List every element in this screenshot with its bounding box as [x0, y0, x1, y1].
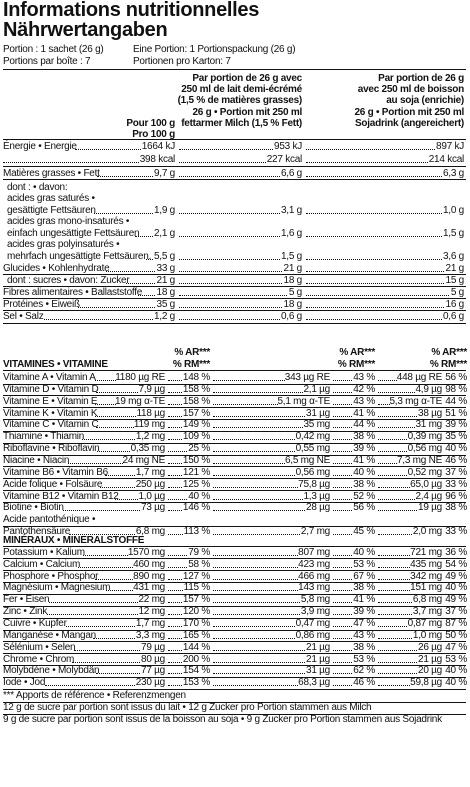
nutrient-label: Vitamine B12 • Vitamin B12	[3, 490, 119, 502]
nutrient-pct-milk: 38 %	[353, 431, 375, 443]
divider	[3, 370, 466, 371]
nutrient-label: Manganèse • Mangan	[3, 629, 96, 641]
nutrient-pct-100g: 165 %	[182, 629, 210, 641]
nutrient-value-milk: 2,1 µg	[303, 383, 330, 395]
nutrient-value-soy: 448 µg RE	[396, 372, 442, 383]
nutrient-pct-soy: 47 %	[445, 641, 467, 653]
nutrient-pct-soy: 36 %	[445, 546, 467, 558]
nutrient-pct-100g: 115 %	[183, 582, 210, 594]
nutrient-value-milk: 68,3 µg	[298, 677, 330, 689]
serving-de: Portionen pro Karton: 7	[133, 56, 231, 67]
nutrient-value-soy: 5 g	[450, 287, 464, 298]
nutrient-value-100g: 230 µg	[135, 677, 165, 689]
nutrient-pct-100g: 153 %	[182, 677, 210, 689]
nutrient-pct-100g: 120 %	[182, 606, 210, 618]
nutrient-value-100g: 6,8 mg	[135, 526, 165, 538]
nutrient-pct-100g: 157 %	[182, 594, 210, 606]
nutrient-pct-100g: 125 %	[182, 478, 210, 490]
nutrient-pct-soy: 54 %	[445, 558, 467, 570]
nutrient-label: Matières grasses • Fett	[3, 168, 100, 179]
nutrient-value-milk: 21 g	[283, 263, 302, 274]
header-per100: Pour 100 g	[126, 118, 175, 129]
divider	[3, 139, 466, 140]
nutrient-label: Thiamine • Thiamin	[3, 431, 85, 443]
nutrient-pct-milk: 38 %	[353, 582, 375, 594]
footnote: 12 g de sucre par portion sont issus du lait • 12 g Zucker pro Portion stammen aus Milch	[3, 702, 372, 714]
nutrient-pct-soy: 87 %	[445, 618, 467, 629]
nutrient-value-soy: 0,52 mg	[407, 466, 442, 478]
nutrient-value-soy: 342 mg	[410, 570, 442, 582]
nutrient-label: Vitamine B6 • Vitamin B6	[3, 466, 108, 478]
nutrient-value-soy: 26 µg	[418, 641, 442, 653]
nutrient-value-100g: 250 µg	[135, 478, 165, 490]
nutrient-value-soy: 4,9 µg	[415, 383, 442, 395]
vitamins-heading: VITAMINES • VITAMINE	[3, 359, 108, 370]
nutrient-value-100g: 5,5 g	[154, 250, 175, 262]
nutrient-value-soy: 435 mg	[410, 558, 442, 570]
nutrient-label: Vitamine A • Vitamin A	[3, 372, 96, 383]
pct-header-rm: % RM***	[337, 359, 375, 370]
nutrient-value-100g: 1,9 g	[154, 204, 175, 216]
pct-header-ar: % AR***	[431, 347, 467, 358]
nutrient-pct-milk: 41 %	[353, 594, 375, 606]
nutrient-value-100g: 119 mg	[133, 419, 165, 431]
nutrient-value-100g: 12 mg	[138, 606, 165, 618]
nutrient-label: Fer • Eisen	[3, 594, 50, 606]
energy-value-milk: 227 kcal	[266, 154, 302, 165]
nutrient-value-milk: 0,86 mg	[295, 629, 330, 641]
nutrient-value-soy: 0,56 mg	[407, 443, 442, 455]
nutrient-value-soy: 1,0 mg	[412, 629, 442, 641]
nutrient-label: Iode • Jod	[3, 677, 46, 689]
nutrient-label: Biotine • Biotin	[3, 502, 64, 514]
nutrient-value-soy: 65,0 µg	[410, 478, 442, 490]
nutrient-value-milk: 28 µg	[306, 502, 330, 514]
nutrient-pct-milk: 43 %	[353, 629, 375, 641]
nutrient-label: Zinc • Zink	[3, 606, 48, 618]
nutrient-value-soy: 59,8 µg	[410, 677, 442, 689]
header-soy: au soja (enrichie)	[386, 95, 464, 107]
nutrient-pct-soy: 40 %	[445, 582, 467, 594]
energy-value-100g: 1664 kJ	[141, 141, 175, 152]
nutrient-pct-milk: 53 %	[353, 653, 375, 665]
nutrient-label: gesättigte Fettsäuren	[7, 204, 96, 216]
nutrient-value-100g: 1,2 g	[154, 311, 175, 322]
nutrient-value-100g: 7,9 µg	[138, 383, 165, 395]
nutrient-label: Fibres alimentaires • Ballaststoffe	[3, 287, 143, 298]
nutrient-label: Sélénium • Selen	[3, 641, 76, 653]
header-per100: Pro 100 g	[132, 129, 175, 141]
serving-fr: Portions par boîte : 7	[3, 56, 91, 67]
nutrient-label: Potassium • Kalium	[3, 546, 85, 558]
nutrient-label: Acide pantothénique •	[3, 514, 96, 526]
nutrient-pct-milk: 41 %	[353, 454, 375, 466]
nutrient-label: acides gras saturés •	[7, 193, 95, 204]
divider	[3, 179, 466, 180]
energy-value-soy: 897 kJ	[436, 141, 464, 152]
nutrient-value-milk: 1,3 µg	[303, 490, 330, 502]
nutrient-value-milk: 5,1 mg α-TE	[277, 395, 330, 407]
header-milk: fettarmer Milch (1,5 % Fett)	[181, 117, 302, 129]
nutrient-label: dont : • davon:	[7, 181, 68, 193]
energy-value-soy: 214 kcal	[428, 154, 464, 165]
nutrient-pct-soy: 50 %	[445, 629, 467, 641]
nutrient-pct-100g: 144 %	[182, 641, 210, 653]
title-fr: Informations nutritionnelles	[3, 0, 260, 21]
nutrient-value-100g: 431 mg	[133, 582, 165, 594]
nutrient-pct-milk: 42 %	[353, 383, 375, 395]
nutrient-pct-milk: 62 %	[353, 665, 375, 677]
nutrient-value-100g: 73 µg	[141, 502, 165, 514]
nutrient-value-100g: 1180 µg RE	[115, 372, 165, 383]
nutrient-value-milk: 0,47 mg	[295, 618, 330, 629]
nutrient-pct-milk: 52 %	[353, 490, 375, 502]
nutrient-value-milk: 466 mg	[298, 570, 330, 582]
serving-de: Eine Portion: 1 Portionspackung (26 g)	[133, 44, 296, 55]
nutrient-label: Protéines • Eiweiß	[3, 299, 80, 310]
nutrient-value-milk: 0,55 mg	[295, 443, 330, 455]
nutrient-pct-soy: 53 %	[445, 653, 467, 665]
header-soy: 26 g • Portion mit 250 ml	[354, 106, 464, 118]
nutrient-value-milk: 5 g	[288, 287, 302, 298]
nutrient-pct-milk: 39 %	[353, 606, 375, 618]
header-milk: (1,5 % de matières grasses)	[177, 95, 302, 107]
nutrient-value-100g: 1,7 mg	[135, 466, 165, 478]
nutrient-value-100g: 80 µg	[141, 653, 165, 665]
nutrient-value-soy: 31 mg	[415, 419, 442, 431]
nutrient-value-100g: 1,7 mg	[135, 618, 165, 629]
nutrient-value-milk: 423 mg	[298, 558, 330, 570]
nutrient-value-milk: 31 µg	[306, 407, 330, 419]
nutrient-value-soy: 6,8 mg	[412, 594, 442, 606]
pct-header-rm: % RM***	[172, 359, 210, 370]
nutrient-value-soy: 20 µg	[418, 665, 442, 677]
nutrient-pct-milk: 43 %	[353, 372, 375, 383]
nutrient-value-soy: 15 g	[445, 275, 464, 286]
nutrient-value-100g: 33 g	[156, 263, 175, 274]
nutrient-label: Vitamine K • Vitamin K	[3, 407, 98, 419]
divider	[3, 69, 466, 70]
nutrient-label: Phosphore • Phosphor	[3, 570, 99, 582]
nutrient-value-100g: 118 µg	[136, 407, 165, 419]
pct-header-ar: % AR***	[339, 347, 375, 358]
nutrient-pct-soy: 38 %	[445, 502, 467, 514]
nutrient-pct-soy: 46 %	[445, 454, 467, 466]
nutrient-label: Acide folique • Folsäure	[3, 478, 103, 490]
nutrient-value-soy: 2,4 µg	[415, 490, 442, 502]
nutrient-value-100g: 18 g	[156, 287, 175, 298]
nutrient-value-milk: 18 g	[283, 299, 302, 310]
nutrient-label: dont : sucres • davon: Zucker	[7, 275, 130, 286]
nutrient-pct-100g: 58 %	[188, 558, 210, 570]
nutrient-pct-100g: 127 %	[182, 570, 210, 582]
nutrient-value-soy: 0,87 mg	[407, 618, 442, 629]
nutrient-pct-soy: 96 %	[445, 490, 467, 502]
nutrient-value-milk: 807 mg	[298, 546, 330, 558]
nutrient-value-soy: 1,5 g	[443, 227, 464, 239]
nutrient-pct-milk: 46 %	[353, 677, 375, 689]
nutrient-label: einfach ungesättigte Fettsäuren	[7, 227, 140, 239]
nutrient-pct-100g: 170 %	[182, 618, 210, 629]
nutrient-pct-soy: 51 %	[445, 407, 467, 419]
header-milk: Par portion de 26 g avec	[192, 73, 302, 84]
nutrient-value-soy: 721 mg	[410, 546, 442, 558]
nutrient-pct-soy: 40 %	[445, 665, 467, 677]
nutrient-value-milk: 0,6 g	[281, 311, 302, 322]
nutrient-value-100g: 24 mg NE	[122, 454, 165, 466]
nutrient-value-100g: 1,0 µg	[138, 490, 165, 502]
nutrient-pct-100g: 113 %	[183, 526, 210, 538]
nutrient-value-100g: 1570 mg	[127, 546, 165, 558]
nutrient-value-100g: 79 µg	[141, 641, 165, 653]
footnote: 9 g de sucre par portion sont issus de la boisson au soja • 9 g Zucker pro Portion stammen aus Sojadrink	[3, 714, 442, 726]
nutrient-label: Vitamine D • Vitamin D	[3, 383, 99, 395]
nutrient-pct-soy: 49 %	[445, 570, 467, 582]
nutrient-value-milk: 75,8 µg	[298, 478, 330, 490]
nutrient-label: Magnésium • Magnesium	[3, 582, 111, 594]
nutrient-pct-soy: 40 %	[445, 677, 467, 689]
nutrient-pct-100g: 200 %	[182, 653, 210, 665]
nutrient-pct-milk: 38 %	[353, 478, 375, 490]
nutrient-value-100g: 2,1 g	[154, 227, 175, 239]
nutrient-value-100g: 890 mg	[133, 570, 165, 582]
nutrient-pct-100g: 154 %	[182, 665, 210, 677]
nutrient-value-100g: 35 g	[156, 299, 175, 310]
nutrient-pct-soy: 33 %	[445, 478, 467, 490]
nutrient-value-100g: 0,35 mg	[130, 443, 165, 455]
nutrient-label: Sel • Salz	[3, 311, 44, 322]
nutrient-value-soy: 16 g	[445, 299, 464, 310]
pct-header-ar: % AR***	[174, 347, 210, 358]
nutrient-pct-100g: 157 %	[182, 407, 210, 419]
header-milk: 26 g • Portion mit 250 ml	[192, 106, 302, 118]
nutrient-value-milk: 2,7 mg	[300, 526, 330, 538]
serving-fr: Portion : 1 sachet (26 g)	[3, 44, 104, 55]
nutrient-value-milk: 18 g	[283, 275, 302, 286]
nutrient-pct-soy: 49 %	[445, 594, 467, 606]
nutrient-label: Cuivre • Kupfer	[3, 618, 67, 629]
nutrient-label: acides gras polyinsaturés •	[7, 239, 120, 250]
nutrient-value-milk: 343 µg RE	[284, 372, 330, 383]
nutrient-value-soy: 5,3 mg α-TE	[389, 395, 442, 407]
nutrient-value-milk: 21 µg	[306, 653, 330, 665]
nutrient-value-soy: 0,39 mg	[407, 431, 442, 443]
nutrient-label: acides gras mono-insaturés •	[7, 216, 130, 227]
footnote: *** Apports de référence • Referenzmengen	[3, 690, 186, 702]
nutrient-pct-milk: 47 %	[353, 618, 375, 629]
nutrient-label: Vitamine C • Vitamin C	[3, 419, 99, 431]
nutrient-value-milk: 143 mg	[298, 582, 330, 594]
nutrient-value-soy: 3,6 g	[443, 250, 464, 262]
nutrient-pct-100g: 109 %	[182, 431, 210, 443]
nutrient-value-soy: 21 µg	[418, 653, 442, 665]
nutrient-pct-100g: 148 %	[182, 372, 210, 383]
nutrient-value-milk: 6,5 mg NE	[285, 454, 330, 466]
nutrient-pct-soy: 35 %	[445, 431, 467, 443]
nutrient-value-milk: 3,9 mg	[300, 606, 330, 618]
nutrient-value-milk: 1,6 g	[281, 227, 302, 239]
nutrient-value-soy: 151 mg	[410, 582, 442, 594]
nutrient-label: Calcium • Calcium	[3, 558, 81, 570]
nutrient-value-milk: 1,5 g	[281, 250, 302, 262]
nutrient-pct-soy: 39 %	[445, 419, 467, 431]
nutrient-value-milk: 6,6 g	[281, 168, 302, 179]
nutrient-value-milk: 21 µg	[306, 641, 330, 653]
nutrient-value-soy: 2,0 mg	[412, 526, 442, 538]
nutrient-pct-milk: 45 %	[353, 526, 375, 538]
nutrient-value-100g: 9,7 g	[154, 168, 175, 179]
nutrient-label: Molybdène • Molybdän	[3, 665, 100, 677]
nutrient-value-milk: 3,1 g	[281, 204, 302, 216]
nutrient-pct-soy: 37 %	[445, 466, 467, 478]
nutrient-value-soy: 6,3 g	[443, 168, 464, 179]
nutrient-pct-milk: 53 %	[353, 558, 375, 570]
nutrient-pct-soy: 40 %	[445, 443, 467, 455]
nutrient-pct-soy: 98 %	[445, 383, 467, 395]
nutrient-pct-100g: 25 %	[188, 443, 210, 455]
nutrient-pct-milk: 44 %	[353, 419, 375, 431]
nutrient-value-milk: 0,42 mg	[295, 431, 330, 443]
nutrient-label: Riboflavine • Riboflavin	[3, 443, 100, 455]
nutrient-value-100g: 19 mg α-TE	[115, 395, 165, 407]
nutrient-label: mehrfach ungesättigte Fettsäuren.	[7, 250, 152, 262]
energy-value-100g: 398 kcal	[139, 154, 175, 165]
nutrient-pct-milk: 40 %	[353, 546, 375, 558]
nutrient-value-soy: 19 µg	[418, 502, 442, 514]
nutrient-pct-soy: 44 %	[445, 395, 467, 407]
nutrient-value-100g: 22 mg	[138, 594, 165, 606]
nutrient-value-100g: 460 mg	[133, 558, 165, 570]
nutrient-pct-soy: 56 %	[445, 372, 467, 383]
nutrient-value-100g: 21 g	[156, 275, 175, 286]
energy-value-milk: 953 kJ	[274, 141, 302, 152]
nutrient-pct-100g: 121 %	[182, 466, 210, 478]
nutrient-label: Niacine • Niacin	[3, 454, 70, 466]
nutrient-pct-100g: 149 %	[182, 419, 210, 431]
nutrient-value-soy: 1,0 g	[443, 204, 464, 216]
nutrient-pct-milk: 67 %	[353, 570, 375, 582]
nutrient-pct-milk: 38 %	[353, 641, 375, 653]
nutrient-pct-100g: 79 %	[188, 546, 210, 558]
header-soy: avec 250 ml de boisson	[357, 84, 464, 96]
nutrient-pct-milk: 41 %	[353, 407, 375, 419]
minerals-heading: MINÉRAUX • MINERALSTOFFE	[3, 534, 145, 546]
nutrient-label: Vitamine E • Vitamin E	[3, 395, 98, 407]
divider	[3, 323, 466, 324]
nutrient-pct-100g: 146 %	[182, 502, 210, 514]
nutrient-pct-milk: 40 %	[353, 466, 375, 478]
pct-header-rm: % RM***	[429, 359, 467, 370]
nutrient-pct-100g: 150 %	[182, 454, 210, 466]
nutrient-label: Pantothensäure	[3, 526, 71, 538]
nutrient-pct-100g: 158 %	[182, 383, 210, 395]
header-soy: Par portion de 26 g	[378, 73, 464, 84]
nutrient-value-100g: 1,2 mg	[135, 431, 165, 443]
nutrient-pct-milk: 39 %	[353, 443, 375, 455]
nutrient-pct-soy: 37 %	[445, 606, 467, 618]
nutrient-value-soy: 0,6 g	[443, 311, 464, 322]
nutrient-value-milk: 0,56 mg	[295, 466, 330, 478]
energy-label: Énergie • Energie	[3, 141, 77, 152]
nutrient-value-100g: 3,3 mg	[135, 629, 165, 641]
nutrient-value-soy: 7,3 mg NE	[397, 454, 442, 466]
title-de: Nährwertangaben	[3, 19, 168, 41]
nutrient-value-soy: 21 g	[445, 263, 464, 274]
nutrient-value-milk: 31 µg	[306, 665, 330, 677]
nutrient-pct-100g: 158 %	[182, 395, 210, 407]
nutrient-value-soy: 38 µg	[418, 407, 442, 419]
nutrient-value-milk: 5,8 mg	[300, 594, 330, 606]
nutrient-label: Chrome • Chrom	[3, 653, 75, 665]
divider	[3, 166, 466, 167]
nutrient-value-100g: 77 µg	[141, 665, 165, 677]
nutrient-value-soy: 3,7 mg	[412, 606, 442, 618]
nutrient-pct-100g: 40 %	[188, 490, 210, 502]
header-soy: Sojadrink (angereichert)	[354, 117, 464, 129]
nutrient-value-milk: 35 mg	[303, 419, 330, 431]
header-milk: 250 ml de lait demi-écrémé	[181, 84, 302, 96]
nutrient-pct-milk: 43 %	[353, 395, 375, 407]
nutrient-pct-milk: 56 %	[353, 502, 375, 514]
nutrient-label: Glucides • Kohlenhydrate	[3, 263, 110, 274]
nutrient-pct-soy: 33 %	[445, 526, 467, 538]
